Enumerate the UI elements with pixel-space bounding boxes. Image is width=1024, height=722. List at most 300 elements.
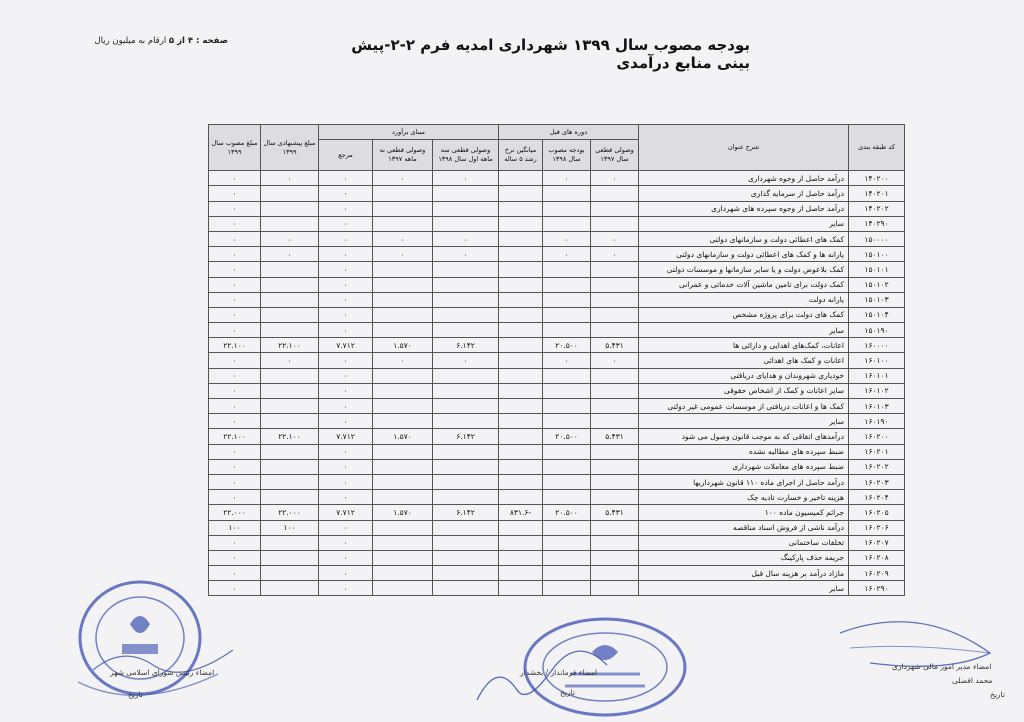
row-value: ۵.۴۳۱ — [591, 505, 639, 520]
table-row — [209, 505, 905, 520]
row-value — [543, 490, 591, 505]
row-value — [261, 550, 319, 565]
row-value — [261, 535, 319, 550]
row-value: ۰ — [209, 399, 261, 414]
row-value — [373, 262, 433, 277]
row-code: ۱۶۰۲۹۰ — [849, 581, 905, 596]
row-value: ۰ — [591, 231, 639, 246]
row-title: سایر — [639, 414, 849, 429]
row-value: ۰ — [319, 171, 373, 186]
row-title: ضبط سپرده های مطالبه نشده — [639, 444, 849, 459]
row-code: ۱۶۰۲۰۲ — [849, 459, 905, 474]
row-value — [543, 399, 591, 414]
row-value — [499, 566, 543, 581]
row-value — [433, 186, 499, 201]
row-value — [499, 368, 543, 383]
row-value: ۰ — [209, 292, 261, 307]
row-value: ۲۲.۱۰۰ — [261, 338, 319, 353]
row-value: ۰ — [209, 262, 261, 277]
row-value — [591, 383, 639, 398]
row-value — [499, 292, 543, 307]
row-value — [433, 201, 499, 216]
row-value — [373, 581, 433, 596]
row-value: ۰ — [261, 231, 319, 246]
row-value — [433, 581, 499, 596]
table-row — [209, 368, 905, 383]
header-prev-growth: میانگین نرخ رشد ۵ ساله — [499, 140, 543, 171]
row-value — [261, 581, 319, 596]
row-code: ۱۴۰۲۰۰ — [849, 171, 905, 186]
table-row — [209, 277, 905, 292]
row-value — [543, 550, 591, 565]
council-signature-caption: امضاء رئیس شورای اسلامی شهر — [110, 668, 215, 677]
row-value — [591, 323, 639, 338]
row-value: ۰ — [319, 262, 373, 277]
row-value — [591, 368, 639, 383]
row-code: ۱۴۰۲۰۱ — [849, 186, 905, 201]
row-value: ۰ — [209, 277, 261, 292]
row-value: ۰ — [319, 535, 373, 550]
row-code: ۱۵۰۰۰۰ — [849, 231, 905, 246]
row-code: ۱۶۰۲۰۱ — [849, 444, 905, 459]
row-value: ۰ — [319, 550, 373, 565]
row-value — [543, 277, 591, 292]
page-number: صفحه : ۴ از ۵ — [168, 36, 228, 46]
row-code: ۱۶۰۲۰۷ — [849, 535, 905, 550]
header-est-ref: مرجع — [319, 140, 373, 171]
ministry-signature — [472, 650, 612, 710]
header-prev-budget: بودجه مصوب سال ۱۳۹۸ — [543, 140, 591, 171]
row-code: ۱۴۰۲۹۰ — [849, 216, 905, 231]
row-value: ۵.۴۳۱ — [591, 338, 639, 353]
row-value — [433, 459, 499, 474]
finance-date-label: تاریخ — [990, 690, 1005, 699]
row-value — [543, 459, 591, 474]
row-value: ۲۰.۵۰۰ — [543, 338, 591, 353]
row-value — [373, 277, 433, 292]
table-row — [209, 459, 905, 474]
row-code: ۱۶۰۱۰۲ — [849, 383, 905, 398]
row-value — [591, 186, 639, 201]
row-title: درآمد حاصل از وجوه شهرداری — [639, 171, 849, 186]
row-code: ۱۶۰۲۰۴ — [849, 490, 905, 505]
row-value: ۶.۱۴۲ — [433, 429, 499, 444]
row-value — [543, 292, 591, 307]
row-title: درآمدهای اتفاقی که به موجب قانون وصول می شود — [639, 429, 849, 444]
row-value: ۷.۷۱۲ — [319, 505, 373, 520]
row-value: ۷.۷۱۲ — [319, 338, 373, 353]
row-value: ۲۲.۰۰۰ — [261, 505, 319, 520]
ministry-signature-caption: امضاء فرماندار / بخشدار — [520, 668, 598, 677]
row-value: ۲۲.۰۰۰ — [209, 505, 261, 520]
row-value — [499, 535, 543, 550]
row-value: ۰ — [319, 383, 373, 398]
table-row — [209, 535, 905, 550]
row-value: ۰ — [591, 247, 639, 262]
row-code: ۱۶۰۲۰۵ — [849, 505, 905, 520]
row-value: ۱.۵۷۰ — [373, 505, 433, 520]
row-value: ۰ — [319, 566, 373, 581]
table-row — [209, 490, 905, 505]
row-value — [373, 186, 433, 201]
row-title: سایر — [639, 323, 849, 338]
row-value — [373, 520, 433, 535]
row-value — [499, 338, 543, 353]
row-value — [591, 399, 639, 414]
row-value — [433, 490, 499, 505]
row-value: ۰ — [209, 581, 261, 596]
row-code: ۱۵۰۱۹۰ — [849, 323, 905, 338]
row-value — [261, 323, 319, 338]
row-value — [261, 444, 319, 459]
table-row — [209, 353, 905, 368]
row-code: ۱۶۰۱۰۰ — [849, 353, 905, 368]
table-row — [209, 262, 905, 277]
row-value: ۰ — [319, 368, 373, 383]
table-row — [209, 201, 905, 216]
row-value — [543, 216, 591, 231]
table-row — [209, 383, 905, 398]
row-value: ۰ — [319, 459, 373, 474]
row-value: ۰ — [209, 566, 261, 581]
row-code: ۱۶۰۱۹۰ — [849, 414, 905, 429]
header-est-actual-3m: وصولی قطعی سه ماهه اول سال ۱۳۹۸ — [433, 140, 499, 171]
row-code: ۱۶۰۲۰۳ — [849, 474, 905, 489]
row-title: کمک ها و اعانات دریافتی از موسسات عمومی غیر دولتی — [639, 399, 849, 414]
row-value — [543, 566, 591, 581]
row-value: ۰ — [319, 231, 373, 246]
council-date-label: تاریخ — [128, 690, 143, 699]
row-value — [499, 307, 543, 322]
row-value — [591, 535, 639, 550]
row-value: ۰ — [319, 490, 373, 505]
row-value — [261, 566, 319, 581]
row-value: ۱۰۰ — [261, 520, 319, 535]
table-row — [209, 550, 905, 565]
row-value: ۶.۱۴۲ — [433, 338, 499, 353]
table-row — [209, 307, 905, 322]
row-title: اعانات، کمک‌های اهدایی و دارائی ها — [639, 338, 849, 353]
row-value: ۰ — [209, 231, 261, 246]
row-value: ۱.۵۷۰ — [373, 429, 433, 444]
table-row — [209, 474, 905, 489]
row-code: ۱۶۰۰۰۰ — [849, 338, 905, 353]
row-title: درآمد حاصل از اجرای ماده ۱۱۰ قانون شهرداریها — [639, 474, 849, 489]
row-title: درآمد ناشی از فروش اسناد مناقصه — [639, 520, 849, 535]
row-value — [261, 414, 319, 429]
row-value — [543, 414, 591, 429]
row-value — [543, 581, 591, 596]
row-value: ۰ — [543, 171, 591, 186]
row-value: ۰ — [433, 353, 499, 368]
table-row — [209, 520, 905, 535]
table-row — [209, 323, 905, 338]
header-code: کد طبقه بندی — [849, 125, 905, 171]
row-value: ۰ — [319, 216, 373, 231]
finance-officer-name: محمد افضلی — [952, 676, 993, 685]
header-approved: مبلغ مصوب سال ۱۳۹۹ — [209, 125, 261, 171]
row-value: ۰ — [209, 307, 261, 322]
row-value — [591, 581, 639, 596]
row-value — [373, 216, 433, 231]
header-prev-actual: وصولی قطعی سال ۱۳۹۷ — [591, 140, 639, 171]
header-est-actual-9m: وصولی قطعی نه ماهه ۱۳۹۷ — [373, 140, 433, 171]
row-title: خودیاری شهروندان و هدایای دریافتی — [639, 368, 849, 383]
row-value: ۰ — [261, 353, 319, 368]
row-value: ۰ — [209, 216, 261, 231]
row-value: ۰ — [209, 171, 261, 186]
row-code: ۱۵۰۱۰۴ — [849, 307, 905, 322]
row-value — [261, 292, 319, 307]
row-value — [543, 474, 591, 489]
row-value: ۰ — [209, 444, 261, 459]
row-value — [543, 535, 591, 550]
row-value: ۰ — [373, 247, 433, 262]
row-value — [373, 490, 433, 505]
row-value — [261, 459, 319, 474]
row-value — [433, 383, 499, 398]
row-value — [261, 277, 319, 292]
row-value — [499, 414, 543, 429]
row-value — [433, 444, 499, 459]
row-value: ۰ — [433, 231, 499, 246]
row-title: ضبط سپرده های معاملات شهرداری — [639, 459, 849, 474]
header-prev-group: دوره های قبل — [499, 125, 639, 140]
row-value: ۰ — [209, 247, 261, 262]
row-value — [499, 201, 543, 216]
row-title: سایر اعانات و کمک از اشخاص حقوقی — [639, 383, 849, 398]
row-title: سایر — [639, 216, 849, 231]
row-value — [499, 277, 543, 292]
row-value — [543, 520, 591, 535]
row-title: یارانه ها و کمک های اعطائی دولت و سازمانهای دولتی — [639, 247, 849, 262]
row-value — [499, 459, 543, 474]
budget-table — [208, 124, 905, 596]
row-value — [543, 383, 591, 398]
row-value: ۰ — [261, 171, 319, 186]
row-value: ۶.۱۴۲ — [433, 505, 499, 520]
row-value — [373, 566, 433, 581]
row-value — [543, 323, 591, 338]
row-value — [591, 459, 639, 474]
row-value — [261, 474, 319, 489]
row-value — [373, 444, 433, 459]
table-row — [209, 338, 905, 353]
row-value — [591, 474, 639, 489]
header-title: شرح عنوان — [639, 125, 849, 171]
row-value — [543, 307, 591, 322]
row-value — [543, 201, 591, 216]
row-value — [499, 444, 543, 459]
row-value: ۰ — [319, 247, 373, 262]
row-value — [261, 262, 319, 277]
row-value — [373, 474, 433, 489]
row-value: ۰ — [209, 490, 261, 505]
page-title: بودجه مصوب سال ۱۳۹۹ شهرداری امدیه فرم ۲-۲-پیش بینی منابع درآمدی — [351, 36, 750, 72]
row-value — [261, 307, 319, 322]
row-value — [499, 581, 543, 596]
row-value: ۷.۷۱۲ — [319, 429, 373, 444]
row-value — [591, 414, 639, 429]
row-value: ۰ — [373, 231, 433, 246]
row-value: ۰ — [433, 247, 499, 262]
row-value: ۰ — [319, 292, 373, 307]
row-value: ۰ — [591, 171, 639, 186]
row-value — [433, 277, 499, 292]
row-value — [499, 231, 543, 246]
row-value — [261, 186, 319, 201]
row-value — [433, 535, 499, 550]
row-value — [499, 262, 543, 277]
row-value: ۰ — [209, 550, 261, 565]
row-code: ۱۶۰۲۰۶ — [849, 520, 905, 535]
row-value — [261, 383, 319, 398]
row-value: ۰ — [209, 323, 261, 338]
row-value — [433, 368, 499, 383]
row-code: ۱۵۰۱۰۱ — [849, 262, 905, 277]
table-row — [209, 292, 905, 307]
table-row — [209, 399, 905, 414]
row-value — [499, 171, 543, 186]
row-code: ۱۶۰۲۰۸ — [849, 550, 905, 565]
row-value: ۲۲.۱۰۰ — [209, 338, 261, 353]
row-value: ۰ — [319, 581, 373, 596]
row-value: ۰ — [209, 474, 261, 489]
row-value: ۰ — [319, 353, 373, 368]
row-value: ۰ — [209, 353, 261, 368]
row-value — [591, 216, 639, 231]
row-title: کمک دولت برای تامین ماشین آلات خدماتی و عمرانی — [639, 277, 849, 292]
row-value: ۰ — [373, 171, 433, 186]
row-value — [433, 323, 499, 338]
row-value — [499, 520, 543, 535]
row-value — [543, 262, 591, 277]
row-value: ۰ — [319, 520, 373, 535]
row-value — [591, 550, 639, 565]
table-row — [209, 231, 905, 246]
row-value — [433, 262, 499, 277]
row-value — [433, 399, 499, 414]
row-title: کمک بلاعوض دولت و یا سایر سازمانها و موسسات دولتی — [639, 262, 849, 277]
row-value — [433, 216, 499, 231]
row-value: ۰ — [319, 414, 373, 429]
row-value: -۸۳۱.۶ — [499, 505, 543, 520]
row-value: ۱.۵۷۰ — [373, 338, 433, 353]
row-value — [591, 307, 639, 322]
row-value: ۲۰.۵۰۰ — [543, 505, 591, 520]
row-value: ۰ — [319, 323, 373, 338]
row-value — [499, 490, 543, 505]
row-value — [373, 201, 433, 216]
row-value: ۰ — [373, 353, 433, 368]
row-title: اعانات و کمک های اهدائی — [639, 353, 849, 368]
row-value — [499, 399, 543, 414]
row-value: ۰ — [319, 444, 373, 459]
row-value: ۰ — [433, 171, 499, 186]
row-code: ۱۵۰۱۰۰ — [849, 247, 905, 262]
row-value — [591, 444, 639, 459]
row-title: کمک های اعطائی دولت و سازمانهای دولتی — [639, 231, 849, 246]
row-code: ۱۶۰۲۰۹ — [849, 566, 905, 581]
row-value — [591, 277, 639, 292]
row-value — [261, 399, 319, 414]
row-value: ۰ — [591, 353, 639, 368]
table-row — [209, 414, 905, 429]
row-value: ۰ — [319, 186, 373, 201]
table-row — [209, 247, 905, 262]
row-value: ۰ — [209, 414, 261, 429]
row-value — [591, 490, 639, 505]
row-title: هزینه تاخیر و خسارت تادیه چک — [639, 490, 849, 505]
row-value — [499, 383, 543, 398]
row-value: ۰ — [543, 353, 591, 368]
row-value — [433, 566, 499, 581]
row-title: جرائم کمیسیون ماده ۱۰۰ — [639, 505, 849, 520]
row-value — [261, 368, 319, 383]
row-value: ۰ — [261, 247, 319, 262]
row-value — [543, 368, 591, 383]
row-value: ۲۲.۱۰۰ — [261, 429, 319, 444]
row-value — [543, 186, 591, 201]
page-info — [94, 36, 228, 46]
ministry-date-label: تاریخ — [560, 688, 575, 697]
row-value: ۱۰۰ — [209, 520, 261, 535]
header-est-group: مبنای برآورد — [319, 125, 499, 140]
row-code: ۱۵۰۱۰۳ — [849, 292, 905, 307]
header-proposed: مبلغ پیشنهادی سال ۱۳۹۹ — [261, 125, 319, 171]
row-value — [373, 414, 433, 429]
row-value — [591, 201, 639, 216]
row-value — [499, 474, 543, 489]
row-title: درآمد حاصل از سرمایه گذاری — [639, 186, 849, 201]
row-title: جریمه حذف پارکینگ — [639, 550, 849, 565]
row-code: ۱۶۰۱۰۱ — [849, 368, 905, 383]
row-value — [499, 216, 543, 231]
table-row — [209, 429, 905, 444]
table-row — [209, 581, 905, 596]
row-code: ۱۶۰۲۰۰ — [849, 429, 905, 444]
row-value: ۰ — [319, 399, 373, 414]
row-value: ۰ — [209, 201, 261, 216]
row-value — [373, 368, 433, 383]
row-value — [591, 262, 639, 277]
row-value — [433, 474, 499, 489]
row-value: ۰ — [209, 535, 261, 550]
row-code: ۱۴۰۲۰۲ — [849, 201, 905, 216]
row-value — [591, 292, 639, 307]
row-value — [433, 520, 499, 535]
row-value — [373, 399, 433, 414]
row-value — [373, 535, 433, 550]
row-value — [261, 490, 319, 505]
row-value: ۰ — [209, 459, 261, 474]
table-row — [209, 171, 905, 186]
row-title: درآمد حاصل از وجوه سپرده های شهرداری — [639, 201, 849, 216]
row-value — [433, 292, 499, 307]
row-code: ۱۶۰۱۰۳ — [849, 399, 905, 414]
row-value: ۰ — [209, 368, 261, 383]
row-value — [433, 550, 499, 565]
row-value — [499, 429, 543, 444]
table-row — [209, 216, 905, 231]
row-value: ۲۲.۱۰۰ — [209, 429, 261, 444]
row-value — [433, 307, 499, 322]
row-value — [499, 323, 543, 338]
row-value — [499, 186, 543, 201]
row-value: ۰ — [209, 186, 261, 201]
row-value — [499, 550, 543, 565]
row-value: ۰ — [319, 277, 373, 292]
